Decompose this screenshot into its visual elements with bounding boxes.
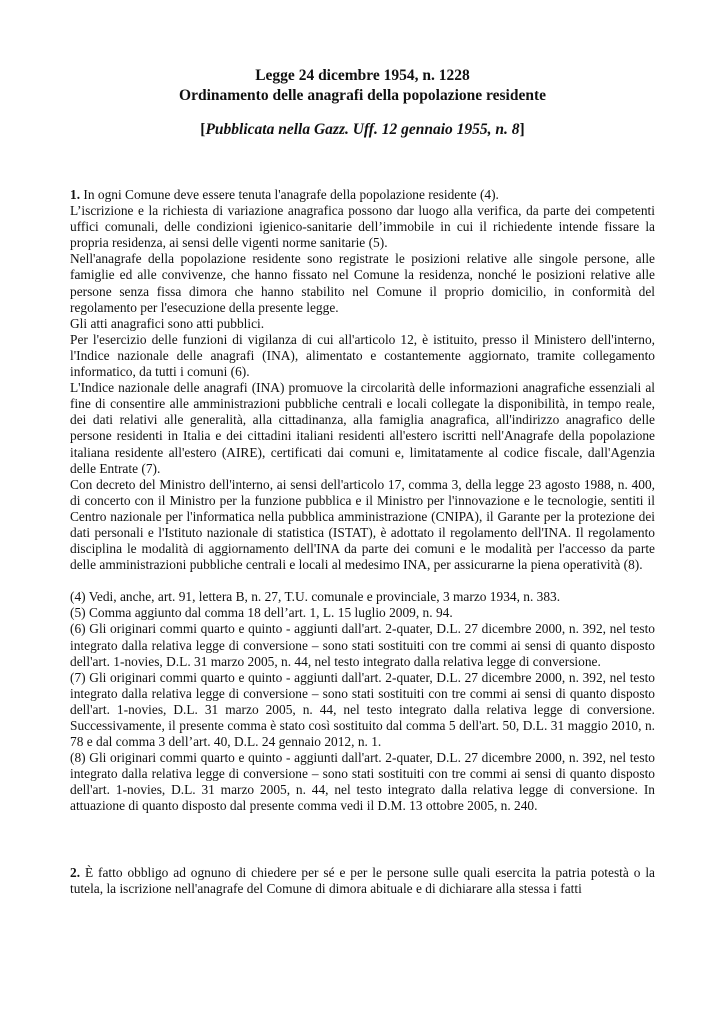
pub-bracket-open: [: [200, 121, 206, 138]
article-1: [70, 187, 655, 573]
publication-reference: [70, 120, 655, 140]
document-page: [70, 66, 655, 910]
article-2-number: 2.: [70, 864, 81, 880]
pub-text: Pubblicata nella Gazz. Uff. 12 gennaio 1955, n. 8: [205, 121, 520, 138]
article-2: [70, 865, 655, 897]
article-1-paragraph: Gli atti anagrafici sono atti pubblici.: [70, 315, 265, 331]
article-1-paragraph: L'Indice nazionale delle anagrafi (INA) promuove la circolarità delle informazioni anagrafiche essenziali al fine di consentire alle amministrazioni pubbliche centrali e locali collegate la disponibilità, in tempo reale, dei dati relativi alle generalità, alla cittadinanza, alla famiglia anagrafica, all'indirizzo anagrafico delle persone residenti in Italia e dei cittadini italiani residenti all'estero iscritti nell'Anagrafe della popolazione italiana residente all'estero (AIRE), certificati dai comuni e, limitatamente al codice fiscale, dall'Agenzia delle Entrate (7).: [70, 380, 655, 476]
article-1-paragraph: [70, 187, 655, 203]
footnote: (5) Comma aggiunto dal comma 18 dell’art. 1, L. 15 luglio 2009, n. 94.: [70, 605, 453, 621]
paragraph-text: È fatto obbligo ad ognuno di chiedere per sé e per le persone sulle quali esercita la patria potestà o la tutela, la iscrizione nell'anagrafe del Comune di dimora abituale e di dichiarare alla stessa i fatti: [70, 864, 655, 896]
document-title: [70, 66, 655, 106]
footnote: (4) Vedi, anche, art. 91, lettera B, n. 27, T.U. comunale e provinciale, 3 marzo 1934, n. 383.: [70, 589, 561, 605]
article-1-paragraph: Con decreto del Ministro dell'interno, ai sensi dell'articolo 17, comma 3, della legge 23 agosto 1988, n. 400, di concerto con il Ministro per la funzione pubblica e il Ministro per l'innovazione e le tecnologie, sentiti il Centro nazionale per l'informatica nella pubblica amministrazione (CNIPA), il Garante per la protezione dei dati personali e l'Istituto nazionale di statistica (ISTAT), è adottato il regolamento dell'INA. Il regolamento disciplina le modalità di aggiornamento dell'INA da parte dei comuni e le modalità per l'accesso da parte delle amministrazioni pubbliche centrali e locali al medesimo INA, per assicurarne la piena operatività (8).: [70, 476, 655, 573]
footnote: (6) Gli originari commi quarto e quinto - aggiunti dall'art. 2-quater, D.L. 27 dicembre 2000, n. 392, nel testo integrato dalla relativa legge di conversione – sono stati sostituiti con tre commi ai sensi di quanto disposto dell'art. 1-novies, D.L. 31 marzo 2005, n. 44, nel testo integrato dalla relativa legge di conversione.: [70, 621, 655, 669]
article-1-number: 1.: [70, 187, 81, 202]
article-1-paragraph: Nell'anagrafe della popolazione residente sono registrate le posizioni relative alle singole persone, alle famiglie ed alle convivenze, che hanno fissato nel Comune la residenza, nonché le posizioni relative alle persone senza fissa dimora che hanno stabilito nel Comune il proprio domicilio, in conformità del regolamento per l'esecuzione della presente legge.: [70, 251, 655, 315]
footnotes: [70, 589, 655, 814]
article-1-paragraph: L’iscrizione e la richiesta di variazione anagrafica possono dar luogo alla verifica, da parte dei competenti uffici comunali, delle condizioni igienico-sanitarie dell’immobile in cui il richiedente intende fissare la propria residenza, ai sensi delle vigenti norme sanitarie (5).: [70, 203, 655, 251]
paragraph-text: In ogni Comune deve essere tenuta l'anagrafe della popolazione residente (4).: [83, 187, 499, 202]
article-2-paragraph: [70, 865, 655, 897]
footnote: (8) Gli originari commi quarto e quinto - aggiunti dall'art. 2-quater, D.L. 27 dicembre 2000, n. 392, nel testo integrato dalla relativa legge di conversione – sono stati sostituiti con tre commi ai sensi di quanto disposto dell'art. 1-novies, D.L. 31 marzo 2005, n. 44, nel testo integrato dalla relativa legge di conversione. In attuazione di quanto disposto dal presente comma vedi il D.M. 13 ottobre 2005, n. 240.: [70, 750, 655, 814]
pub-bracket-close: ]: [519, 121, 525, 138]
article-1-paragraph: Per l'esercizio delle funzioni di vigilanza di cui all'articolo 12, è istituito, presso il Ministero dell'interno, l'Indice nazionale delle anagrafi (INA), alimentato e costantemente aggiornato, tramite collegamento informatico, da tutti i comuni (6).: [70, 331, 655, 380]
title-line-1: Legge 24 dicembre 1954, n. 1228: [255, 67, 470, 84]
footnote: (7) Gli originari commi quarto e quinto - aggiunti dall'art. 2-quater, D.L. 27 dicembre 2000, n. 392, nel testo integrato dalla relativa legge di conversione – sono stati sostituiti con tre commi ai sensi di quanto disposto dell'art. 1-novies, D.L. 31 marzo 2005, n. 44, nel testo integrato dalla relativa legge di conversione. Successivamente, il presente comma è stato così sostituito dal comma 5 dell'art. 50, D.L. 31 maggio 2010, n. 78 e dal comma 3 dell’art. 40, D.L. 24 gennaio 2012, n. 1.: [70, 669, 655, 750]
title-line-2: Ordinamento delle anagrafi della popolazione residente: [179, 87, 546, 104]
